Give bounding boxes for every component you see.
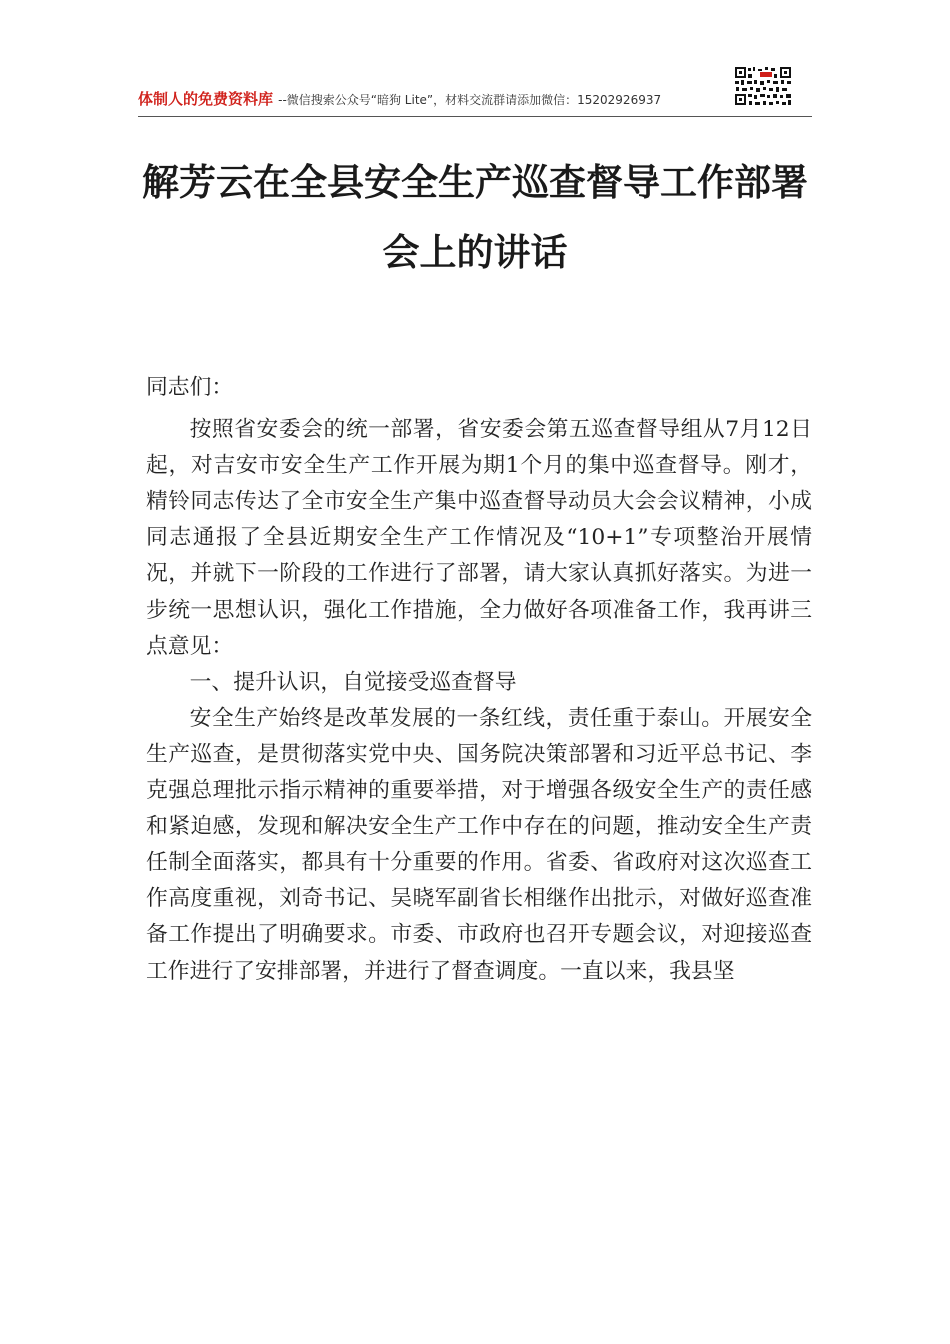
header-text: [138, 88, 661, 109]
document-title-line-1: 解芳云在全县安全生产巡查督导工作部署: [142, 160, 808, 204]
page-header: [138, 62, 812, 117]
document-title-line-2: 会上的讲话: [382, 230, 568, 274]
paragraph: 按照省安委会的统一部署，省安委会第五巡查督导组从7月12日起，对吉安市安全生产工作开展为期1个月的集中巡查督导。刚才，精铃同志传达了全市安全生产集中巡查督导动员大会会议精神，小成同志通报了全县近期安全生产工作情况及“10+1”专项整治开展情况，并就下一阶段的工作进行了部署，请大家认真抓好落实。为进一步统一思想认识，强化工作措施，全力做好各项准备工作，我再讲三点意见：: [146, 417, 812, 659]
section-heading: 一、提升认识，自觉接受巡查督导: [189, 669, 517, 695]
qr-code-icon: [734, 66, 792, 106]
header-promo: --微信搜索公众号“暗狗 Lite”，材料交流群请添加微信：15202926937: [278, 93, 662, 107]
paragraph: 安全生产始终是改革发展的一条红线，责任重于泰山。开展安全生产巡查，是贯彻落实党中央、国务院决策部署和习近平总书记、李克强总理批示指示精神的重要举措，对于增强各级安全生产的责任感和紧迫感，发现和解决安全生产工作中存在的问题，推动安全生产责任制全面落实，都具有十分重要的作用。省委、省政府对这次巡查工作高度重视，刘奇书记、吴晓军副省长相继作出批示，对做好巡查准备工作提出了明确要求。市委、市政府也召开专题会议，对迎接巡查工作进行了安排部署，并进行了督查调度。一直以来，我县坚: [146, 705, 812, 984]
salutation: 同志们：: [146, 375, 234, 400]
document-body: [146, 370, 812, 990]
header-brand: 体制人的免费资料库: [138, 90, 274, 108]
